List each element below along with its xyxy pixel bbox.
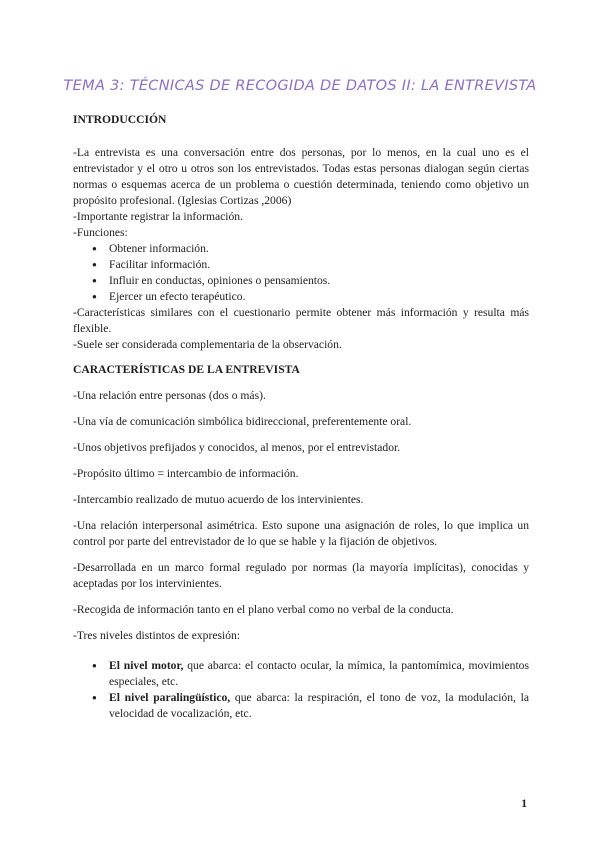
intro-similar: -Características similares con el cuestionario permite obtener más información y resulta más flexible. — [73, 306, 529, 335]
intro-paragraph: -La entrevista es una conversación entre dos personas, por lo menos, en la cual uno es el entrevistador y el otro u otros son los entrevistados. Todas estas personas dialogan según ciertas normas o esquemas acerca de un problema o cuestión determinada, teniendo como objetivo un propósito profesional. (Iglesias Cortizas ,2006) — [73, 146, 529, 207]
page-number: 1 — [521, 797, 527, 810]
document-title: TEMA 3: TÉCNICAS DE RECOGIDA DE DATOS II: LA ENTREVISTA — [63, 78, 537, 94]
characteristic-item: -Recogida de información tanto en el plano verbal como no verbal de la conducta. — [73, 603, 454, 616]
levels-list — [73, 658, 529, 722]
characteristic-item: -Intercambio realizado de mutuo acuerdo de los intervinientes. — [73, 493, 364, 506]
characteristic-item: -Tres niveles distintos de expresión: — [73, 629, 241, 642]
characteristic-item: -Unos objetivos prefijados y conocidos, al menos, por el entrevistador. — [73, 441, 401, 454]
document-body — [73, 112, 529, 722]
list-item — [109, 690, 529, 722]
functions-label: -Funciones: — [73, 226, 128, 239]
level-description: que abarca: la respiración, el tono de voz, la modulación, la velocidad de vocalización, etc. — [109, 691, 529, 720]
characteristic-item: -Propósito último = intercambio de información. — [73, 467, 299, 480]
list-item — [109, 658, 529, 690]
list-item: ● Ejercer un efecto terapéutico. — [109, 289, 529, 305]
characteristic-item: -Una vía de comunicación simbólica bidireccional, preferentemente oral. — [73, 415, 412, 428]
list-item: ● Influir en conductas, opiniones o pensamientos. — [109, 273, 529, 289]
level-name: El nivel paralingüístico, — [109, 691, 231, 704]
level-description: que abarca: el contacto ocular, la mímica, la pantomímica, movimientos especiales, etc. — [109, 659, 529, 688]
section-heading-caracteristicas: CARACTERÍSTICAS DE LA ENTREVISTA — [73, 363, 300, 376]
list-item: ● Obtener información. — [109, 241, 529, 257]
list-item: ● Facilitar información. — [109, 257, 529, 273]
functions-list — [73, 241, 529, 305]
section-heading-introduccion: INTRODUCCIÓN — [73, 113, 167, 126]
characteristic-item: -Una relación interpersonal asimétrica. Esto supone una asignación de roles, lo que implica un control por parte del entrevistador de lo que se hable y la fijación de objetivos. — [73, 519, 529, 548]
characteristic-item: -Una relación entre personas (dos o más). — [73, 389, 266, 402]
characteristic-item: -Desarrollada en un marco formal regulado por normas (la mayoría implícitas), conocidas y aceptadas por los intervinientes. — [73, 561, 529, 590]
intro-complementary: -Suele ser considerada complementaria de la observación. — [73, 338, 342, 351]
level-name: El nivel motor, — [109, 659, 184, 672]
intro-register: -Importante registrar la información. — [73, 210, 243, 223]
